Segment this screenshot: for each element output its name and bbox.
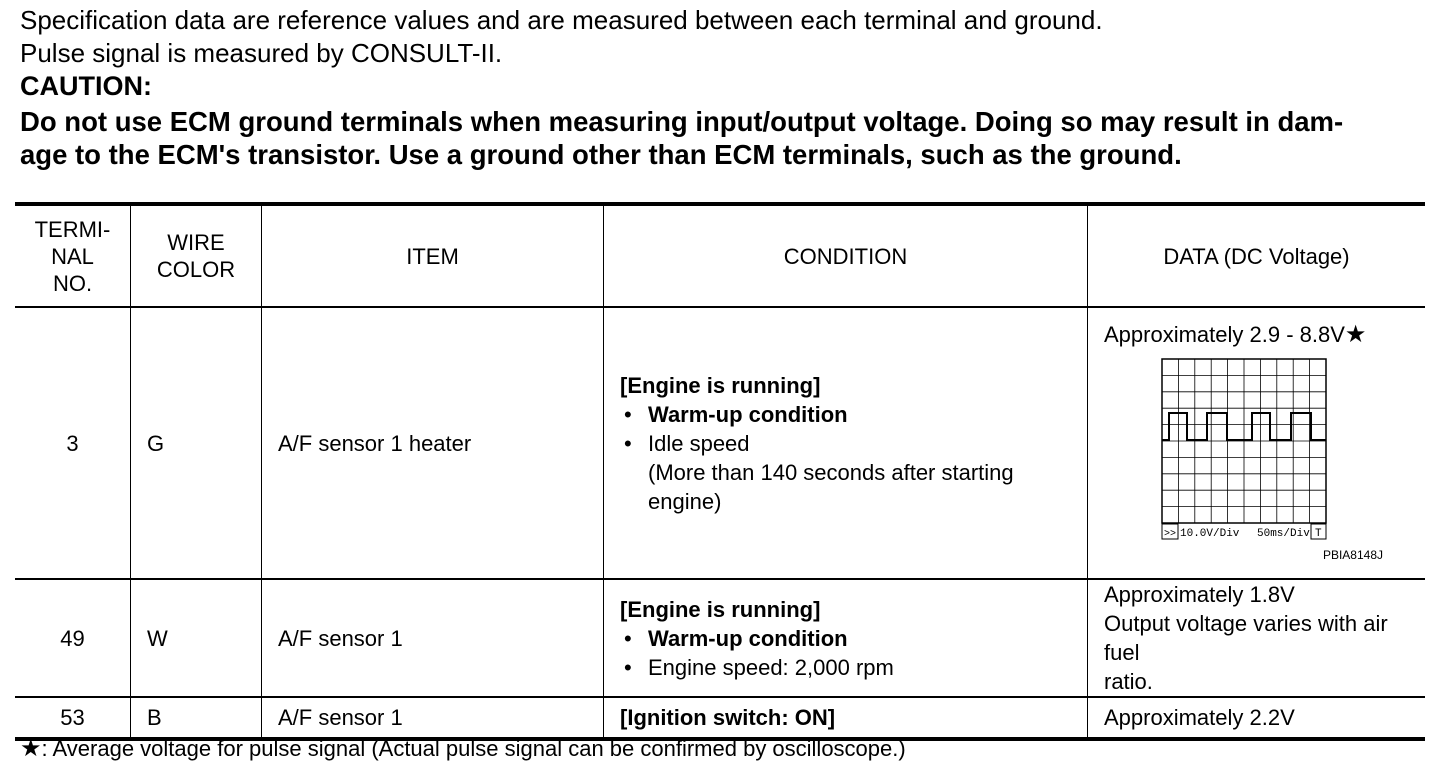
cell-item: A/F sensor 1 heater xyxy=(262,307,604,579)
condition-note-line-2: engine) xyxy=(648,488,722,514)
intro-line-1: Specification data are reference values and are measured between each terminal and ground. xyxy=(20,5,1103,35)
condition-heading: [Ignition switch: ON] xyxy=(620,705,836,730)
condition-heading: [Engine is running] xyxy=(620,596,821,622)
figure-id: PBIA8148J xyxy=(1322,548,1383,562)
bullet-dot-icon: • xyxy=(624,401,632,427)
table-row xyxy=(15,579,1425,697)
footnote-text: : Average voltage for pulse signal (Actual pulse signal can be confirmed by oscilloscope.) xyxy=(41,736,906,761)
table-row xyxy=(15,697,1425,739)
cell-terminal: 49 xyxy=(15,579,131,697)
caution-text xyxy=(20,105,1440,171)
star-icon: ★ xyxy=(20,735,42,762)
table-row xyxy=(15,307,1425,579)
condition-bullet xyxy=(620,653,1087,682)
data-line-1: Approximately 1.8V xyxy=(1104,582,1295,607)
footnote xyxy=(20,735,906,763)
data-line-3: ratio. xyxy=(1104,669,1153,694)
cell-data xyxy=(1088,579,1426,697)
table-header-row xyxy=(15,204,1425,307)
bullet-text: Engine speed: 2,000 rpm xyxy=(648,654,894,680)
condition-bullet xyxy=(620,400,1087,429)
header-item: ITEM xyxy=(262,204,604,307)
data-with-scope xyxy=(1088,308,1425,578)
header-terminal-no xyxy=(15,204,131,307)
bullet-text-line: Idle speed xyxy=(648,430,750,456)
cell-wire-color: G xyxy=(131,307,262,579)
intro-section xyxy=(20,4,1440,171)
scope-trigger: T xyxy=(1315,528,1322,540)
header-data: DATA (DC Voltage) xyxy=(1088,204,1426,307)
cell-wire-color: W xyxy=(131,579,262,697)
condition-note-line-1: (More than 140 seconds after starting xyxy=(648,459,1014,485)
cell-condition xyxy=(604,697,1088,739)
cell-condition xyxy=(604,307,1088,579)
header-wire-color xyxy=(131,204,262,307)
data-value-text: Approximately 2.9 - 8.8V xyxy=(1104,322,1345,347)
caution-line-2: age to the ECM's transistor. Use a ground other than ECM terminals, such as the ground. xyxy=(20,139,1182,170)
bullet-dot-icon: • xyxy=(624,654,632,680)
header-condition: CONDITION xyxy=(604,204,1088,307)
oscilloscope-waveform xyxy=(1161,358,1329,540)
bullet-text xyxy=(648,429,1087,516)
cell-terminal: 53 xyxy=(15,697,131,739)
bullet-text: Warm-up condition xyxy=(648,625,848,651)
bullet-text: Warm-up condition xyxy=(648,401,848,427)
header-wire-line-2: COLOR xyxy=(156,257,236,282)
scope-volt-div: 10.0V/Div xyxy=(1180,528,1240,540)
cell-item: A/F sensor 1 xyxy=(262,579,604,697)
cell-data xyxy=(1088,307,1426,579)
intro-line-2: Pulse signal is measured by CONSULT-II. xyxy=(20,38,503,68)
data-line-2: Output voltage varies with air fuel xyxy=(1104,611,1388,665)
header-wire-line-1: WIRE xyxy=(167,230,225,255)
star-icon: ★ xyxy=(1344,321,1367,348)
condition-bullet xyxy=(620,429,1087,516)
caution-title: CAUTION: xyxy=(20,71,152,101)
bullet-dot-icon: • xyxy=(624,625,632,651)
scope-time-div: 50ms/Div xyxy=(1257,528,1310,540)
header-terminal-line-3: NO. xyxy=(52,270,93,296)
terminal-spec-table xyxy=(15,202,1425,741)
caution-line-1: Do not use ECM ground terminals when measuring input/output voltage. Doing so may result in dam- xyxy=(20,106,1344,137)
header-terminal-line-2: NAL xyxy=(51,243,94,269)
bullet-dot-icon: • xyxy=(624,430,632,456)
scope-marker: >> xyxy=(1164,529,1177,540)
cell-terminal: 3 xyxy=(15,307,131,579)
cell-item: A/F sensor 1 xyxy=(262,697,604,739)
cell-wire-color: B xyxy=(131,697,262,739)
condition-heading: [Engine is running] xyxy=(620,372,821,398)
cell-condition xyxy=(604,579,1088,697)
cell-data: Approximately 2.2V xyxy=(1088,697,1426,739)
condition-bullet xyxy=(620,624,1087,653)
data-value xyxy=(1104,320,1366,349)
header-terminal-line-1: TERMI- xyxy=(34,216,111,242)
